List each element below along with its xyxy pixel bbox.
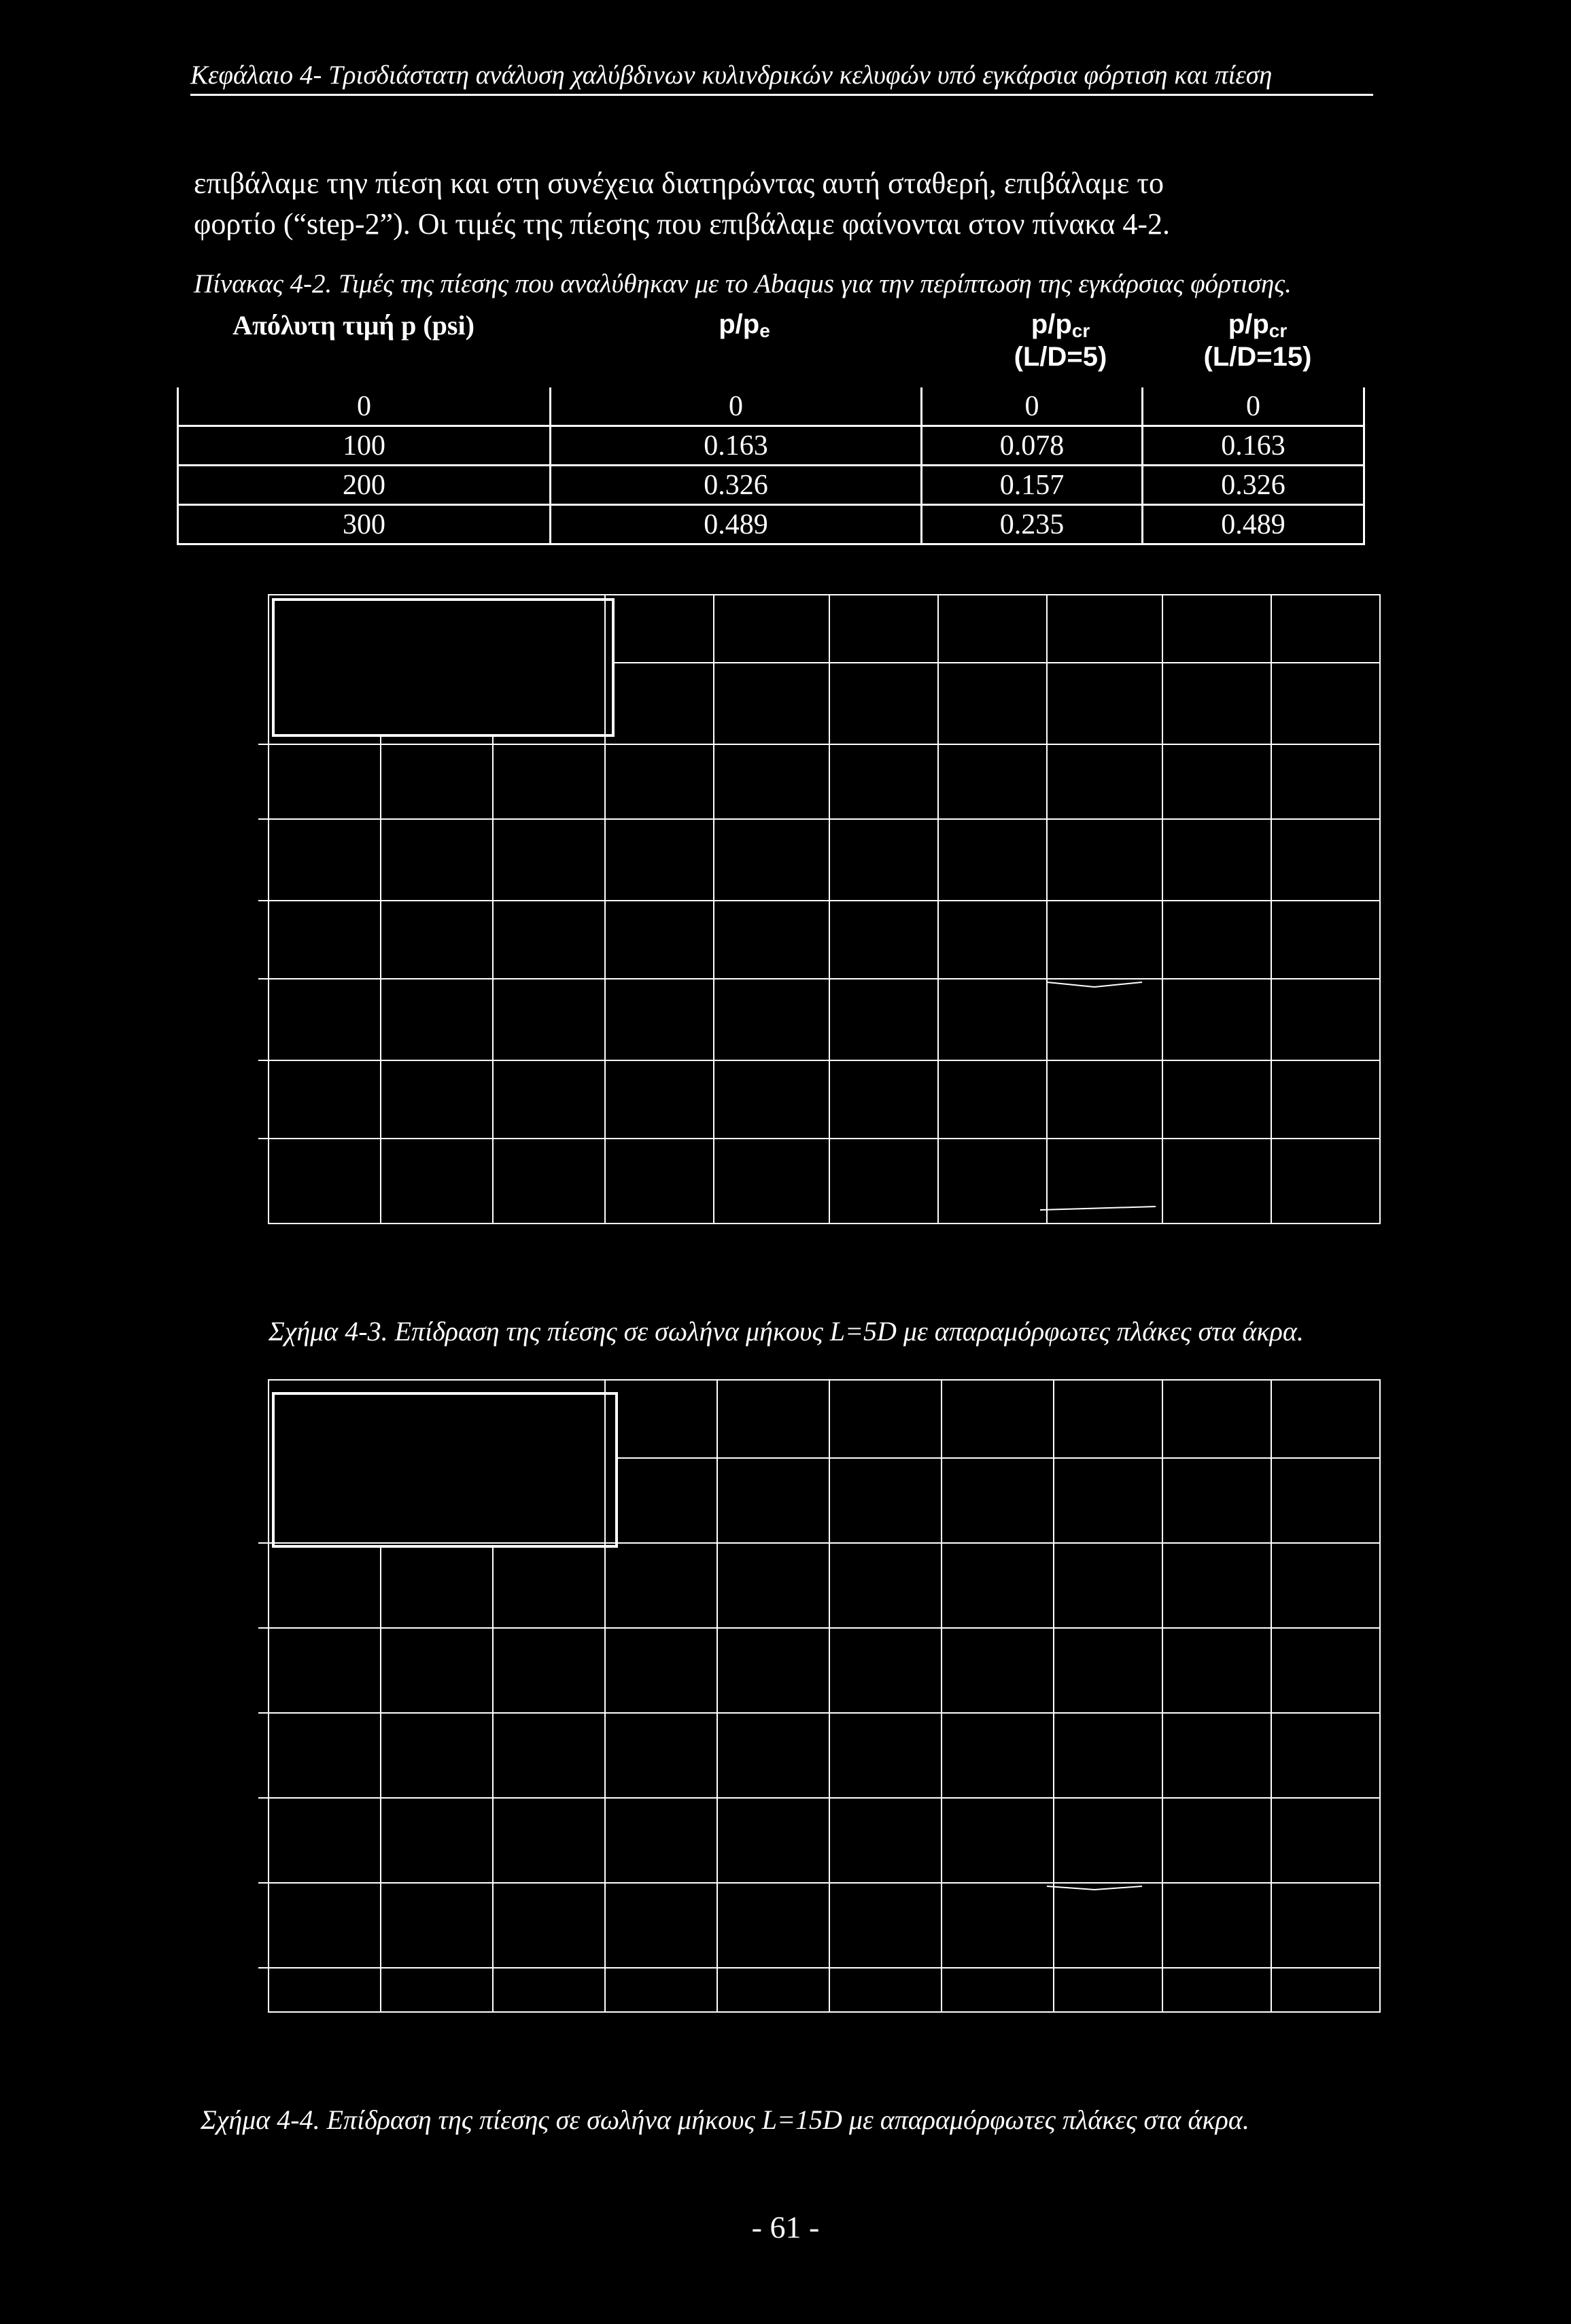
table-header-p-pe: $p/p_e$ — [719, 309, 770, 341]
table-row — [178, 505, 1364, 544]
table-header-abs-pressure: Απόλυτη τιμή p (psi) — [232, 310, 474, 341]
table-header-p-pcr-ld5: $p/p_{cr}$ (L/D=5) — [1014, 309, 1107, 372]
table-row — [178, 426, 1364, 466]
table-cell: 0.489 — [1143, 505, 1364, 544]
legend-box — [273, 1393, 617, 1546]
table-cell: 0 — [922, 387, 1143, 426]
body-line-1: επιβάλαμε την πίεση και στη συνέχεια διατηρώντας αυτή σταθερή, επιβάλαμε το — [194, 167, 1164, 200]
table-row — [178, 387, 1364, 426]
table-caption: Πίνακας 4-2. Τιμές της πίεσης που αναλύθηκαν με το Abaqus για την περίπτωση της εγκάρσιας φόρτισης. — [194, 269, 1292, 298]
body-line-2: φορτίο (“step-2”). Οι τιμές της πίεσης που επιβάλαμε φαίνονται στον πίνακα 4-2. — [194, 207, 1171, 241]
pressure-table — [177, 387, 1363, 545]
table-cell: 0.163 — [551, 426, 922, 466]
table-cell: 100 — [178, 426, 551, 466]
table-cell: 0.489 — [551, 505, 922, 544]
table-cell: 0.326 — [1143, 466, 1364, 505]
figure-4-3 — [258, 585, 1400, 1237]
page-number: - 61 - — [751, 2210, 820, 2244]
table-cell: 0.235 — [922, 505, 1143, 544]
running-header: Κεφάλαιο 4- Τρισδιάστατη ανάλυση χαλύβδινων κυλινδρικών κελυφών υπό εγκάρσια φόρτιση και πίεση — [190, 60, 1273, 90]
figure-4-4-caption: Σχήμα 4-4. Επίδραση της πίεσης σε σωλήνα μήκους L=15D με απαραμόρφωτες πλάκες στα άκρα. — [201, 2104, 1249, 2135]
figure-4-3-plot — [258, 585, 1400, 1237]
table-cell: 0.078 — [922, 426, 1143, 466]
table-cell: 0 — [551, 387, 922, 426]
table-row — [178, 466, 1364, 505]
figure-4-3-caption: Σχήμα 4-3. Επίδραση της πίεσης σε σωλήνα μήκους L=5D με απαραμόρφωτες πλάκες στα άκρα. — [269, 1316, 1304, 1347]
legend-box — [273, 600, 613, 735]
table-cell: 0 — [1143, 387, 1364, 426]
table-cell: 0.157 — [922, 466, 1143, 505]
table-cell: 0.163 — [1143, 426, 1364, 466]
table-header-p-pcr-ld15: $p/p_{cr}$ (L/D=15) — [1203, 309, 1312, 372]
table-cell: 0 — [178, 387, 551, 426]
figure-4-4-plot — [258, 1376, 1400, 2029]
header-rule — [190, 94, 1373, 96]
table-cell: 300 — [178, 505, 551, 544]
table-cell: 200 — [178, 466, 551, 505]
figure-4-4 — [258, 1376, 1400, 2029]
table-cell: 0.326 — [551, 466, 922, 505]
